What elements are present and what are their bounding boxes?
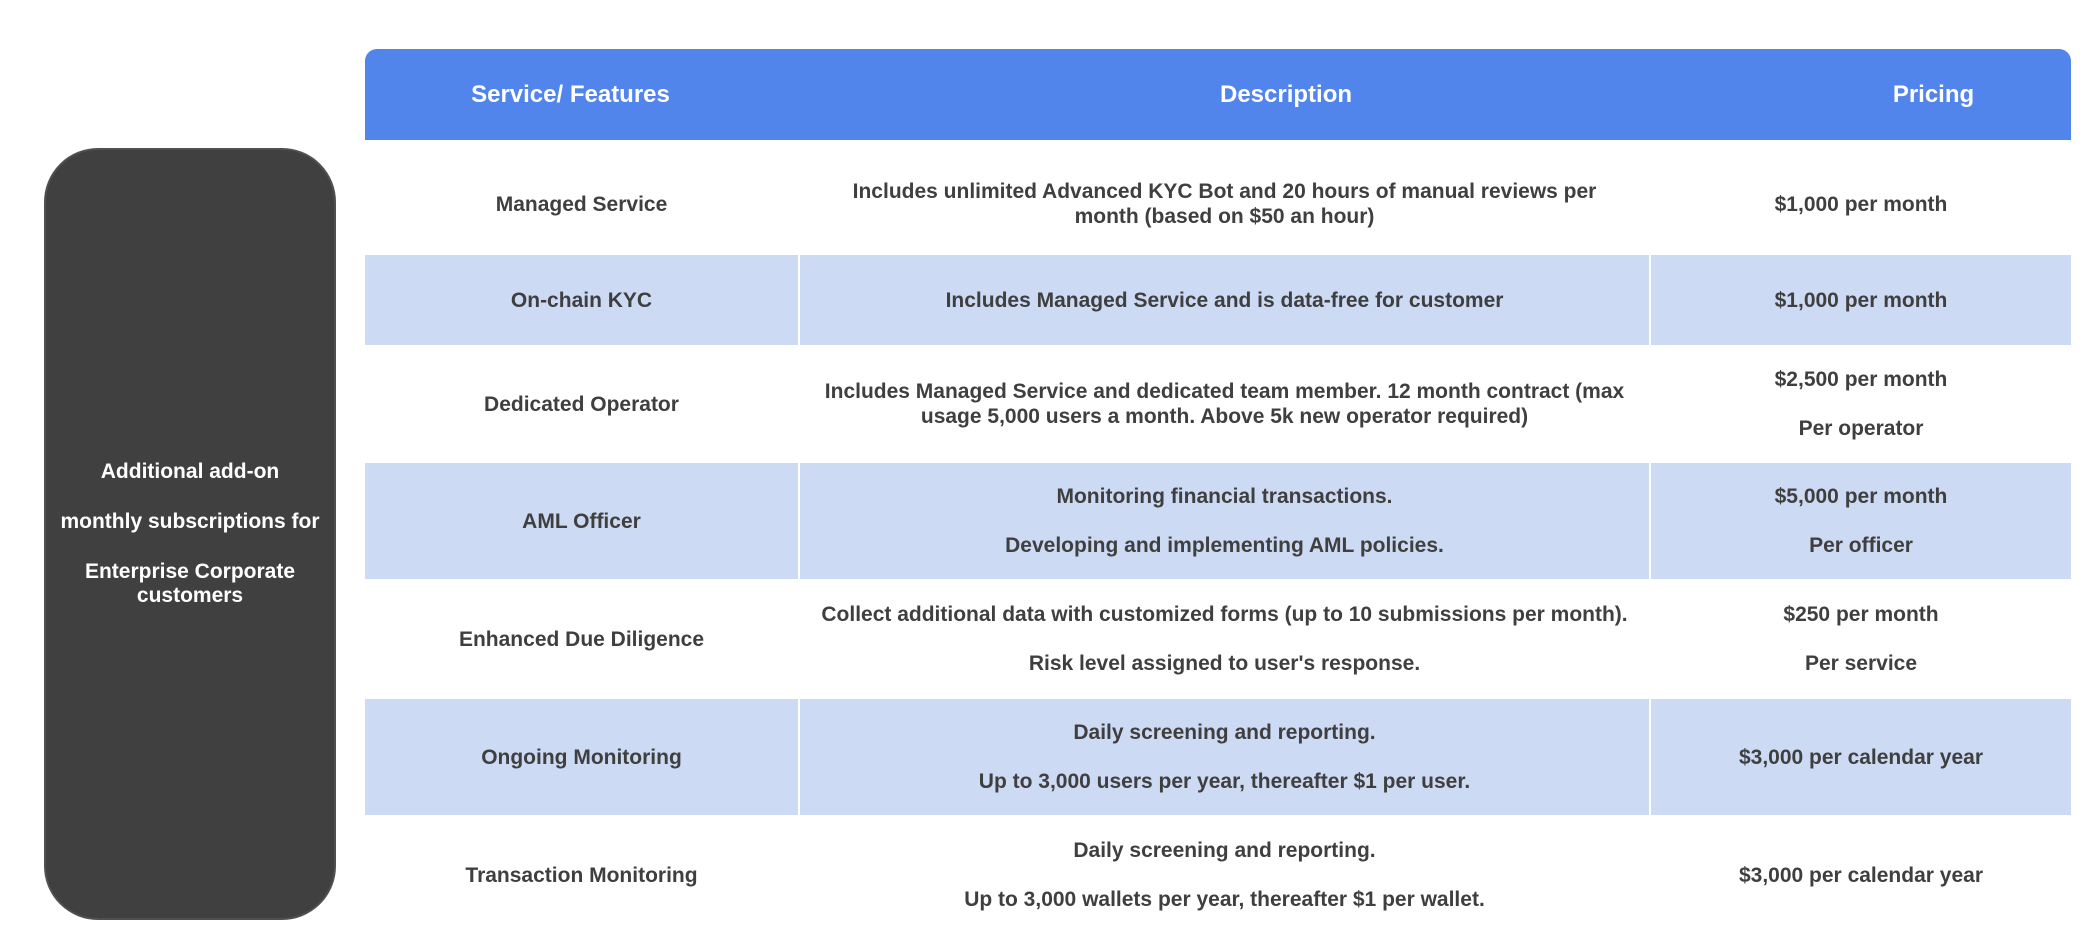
service-cell: Managed Service [495, 192, 668, 216]
header-description: Description [1219, 81, 1353, 108]
table-row [365, 699, 2071, 815]
category-line-1: Additional add-on [100, 460, 280, 483]
description-line: Risk level assigned to user's response. [1028, 652, 1421, 675]
description-line: Collect additional data with customized forms (up to 10 submissions per month). [821, 603, 1628, 626]
category-panel [44, 148, 336, 920]
description-line: Up to 3,000 users per year, thereafter $1 per user. [978, 770, 1471, 793]
pricing-table [365, 49, 2071, 935]
pricing-cell [1649, 815, 2071, 935]
service-cell: AML Officer [365, 463, 798, 579]
price-line: $1,000 per month [1774, 192, 1948, 216]
pricing-cell [1649, 153, 2071, 255]
price-unit: Per officer [1809, 534, 1913, 557]
table-row [365, 255, 2071, 345]
category-line-3: Enterprise Corporate customers [84, 560, 296, 607]
pricing-cell [1649, 345, 2071, 463]
description-line: Includes unlimited Advanced KYC Bot and 20 hours of manual reviews per month (based on $50 an hour) [852, 180, 1597, 228]
category-line-2: monthly subscriptions for [60, 510, 320, 533]
header-service: Service/ Features [471, 81, 670, 108]
description-line: Daily screening and reporting. [1073, 721, 1376, 744]
pricing-cell [1649, 255, 2071, 345]
service-cell: Transaction Monitoring [465, 863, 698, 887]
header-pricing: Pricing [1892, 81, 1975, 108]
pricing-cell [1649, 463, 2071, 579]
description-cell [798, 699, 1649, 815]
service-cell: On-chain KYC [365, 255, 798, 345]
description-line: Developing and implementing AML policies. [1005, 534, 1444, 557]
price-line: $2,500 per month [1774, 368, 1948, 391]
service-cell: Ongoing Monitoring [365, 699, 798, 815]
price-line: $1,000 per month [1774, 288, 1948, 312]
description-line: Includes Managed Service and is data-free for customer [945, 288, 1504, 312]
price-line: $3,000 per calendar year [1738, 745, 1983, 769]
description-line: Daily screening and reporting. [1073, 839, 1376, 862]
service-cell: Dedicated Operator [484, 392, 679, 416]
pricing-cell [1649, 579, 2071, 699]
description-cell [798, 255, 1649, 345]
table-row [365, 579, 2071, 699]
description-line: Monitoring financial transactions. [1056, 485, 1393, 508]
table-row [365, 345, 2071, 463]
price-unit: Per service [1804, 652, 1918, 675]
table-row [365, 463, 2071, 579]
price-line: $3,000 per calendar year [1738, 863, 1983, 887]
table-row [365, 153, 2071, 255]
description-cell [798, 579, 1649, 699]
pricing-cell [1649, 699, 2071, 815]
price-unit: Per operator [1798, 417, 1924, 440]
description-line: Up to 3,000 wallets per year, thereafter $1 per wallet. [964, 888, 1485, 911]
description-cell [798, 815, 1649, 935]
description-cell [798, 463, 1649, 579]
table-body [365, 153, 2071, 935]
description-line: Includes Managed Service and dedicated team member. 12 month contract (max usage 5,000 users a month. Above 5k new operator required) [824, 380, 1625, 428]
service-cell: Enhanced Due Diligence [458, 627, 705, 651]
description-cell [798, 153, 1649, 255]
table-row [365, 815, 2071, 935]
price-line: $250 per month [1783, 603, 1939, 626]
table-header [365, 49, 2071, 140]
description-cell [798, 345, 1649, 463]
price-line: $5,000 per month [1774, 485, 1948, 508]
